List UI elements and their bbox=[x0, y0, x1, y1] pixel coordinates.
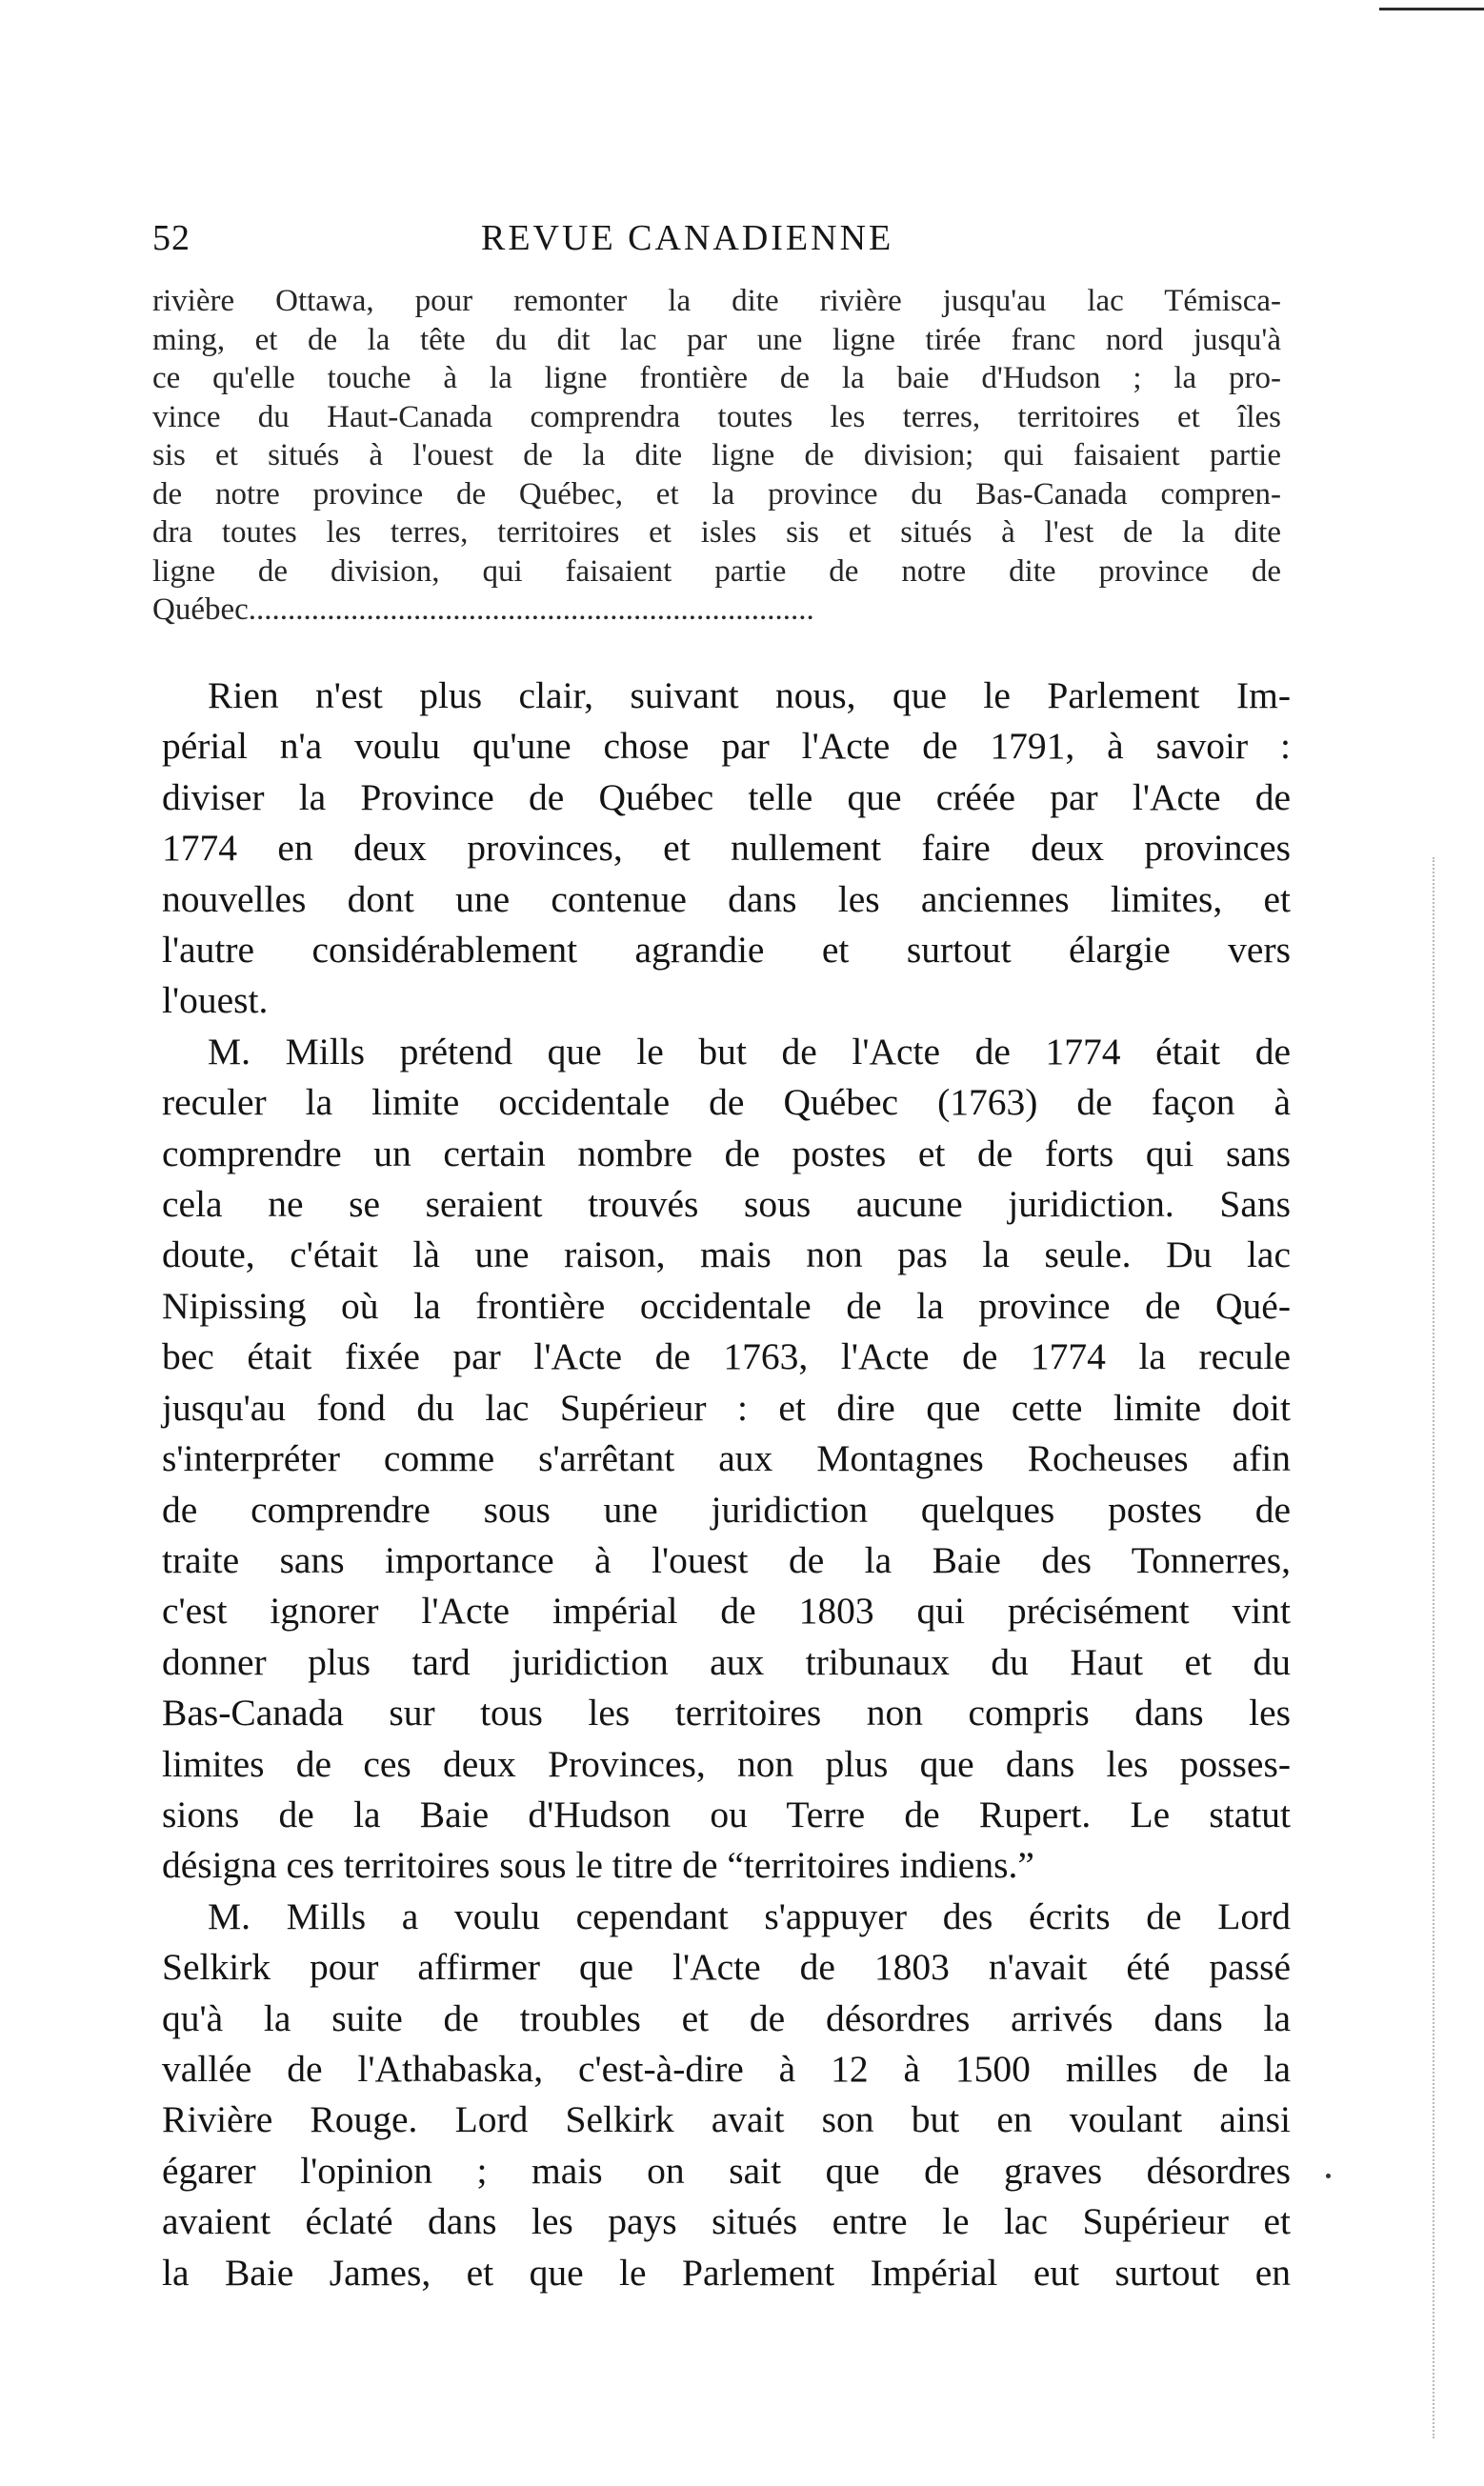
text-line: limites de ces deux Provinces, non plus que dans les posses- bbox=[162, 1742, 1291, 1785]
page-number: 52 bbox=[152, 218, 191, 258]
text-line: vallée de l'Athabaska, c'est-à-dire à 12 à 1500 milles de la bbox=[162, 2047, 1291, 2090]
text-line: bec était fixée par l'Acte de 1763, l'Acte de 1774 la recule bbox=[162, 1335, 1291, 1378]
text-line: Nipissing où la frontière occidentale de la province de Qué- bbox=[162, 1284, 1291, 1327]
text-line: désigna ces territoires sous le titre de “territoires indiens.” bbox=[162, 1844, 1034, 1887]
quote-line: ming, et de la tête du dit lac par une ligne tirée franc nord jusqu'à bbox=[152, 322, 1281, 357]
quoted-excerpt bbox=[152, 282, 1281, 630]
quote-line: rivière Ottawa, pour remonter la dite rivière jusqu'au lac Témisca- bbox=[152, 284, 1281, 318]
running-title: REVUE CANADIENNE bbox=[481, 218, 894, 258]
text-line: l'ouest. bbox=[162, 979, 269, 1022]
text-line: traite sans importance à l'ouest de la Baie des Tonnerres, bbox=[162, 1538, 1291, 1581]
text-line: c'est ignorer l'Acte impérial de 1803 qui précisément vint bbox=[162, 1590, 1291, 1633]
top-edge-rule bbox=[1379, 8, 1484, 10]
text-line: comprendre un certain nombre de postes et de forts qui sans bbox=[162, 1132, 1291, 1174]
text-line: jusqu'au fond du lac Supérieur : et dire que cette limite doit bbox=[162, 1386, 1291, 1429]
text-line: nouvelles dont une contenue dans les anciennes limites, et bbox=[162, 877, 1291, 920]
paragraph-2 bbox=[162, 1027, 1291, 1892]
text-line: Selkirk pour affirmer que l'Acte de 1803 n'avait été passé bbox=[162, 1946, 1291, 1989]
text-line: la Baie James, et que le Parlement Impérial eut surtout en bbox=[162, 2251, 1291, 2294]
quote-line: ligne de division, qui faisaient partie de notre dite province de bbox=[152, 553, 1281, 589]
quote-line: ce qu'elle touche à la ligne frontière de la baie d'Hudson ; la pro- bbox=[152, 361, 1281, 395]
text-line: 1774 en deux provinces, et nullement faire deux provinces bbox=[162, 827, 1291, 870]
text-line: périal n'a voulu qu'une chose par l'Acte de 1791, à savoir : bbox=[162, 725, 1291, 768]
text-line: avaient éclaté dans les pays situés entre le lac Supérieur et bbox=[162, 2200, 1291, 2243]
quote-line: dra toutes les terres, territoires et isles sis et situés à l'est de la dite bbox=[152, 515, 1281, 550]
quote-line: vince du Haut-Canada comprendra toutes les terres, territoires et îles bbox=[152, 399, 1281, 434]
ink-speck bbox=[1326, 2174, 1331, 2178]
text-line: doute, c'était là une raison, mais non pas la seule. Du lac bbox=[162, 1233, 1291, 1276]
text-line: l'autre considérablement agrandie et surtout élargie vers bbox=[162, 929, 1291, 972]
text-line: Rivière Rouge. Lord Selkirk avait son but en voulant ainsi bbox=[162, 2098, 1291, 2141]
text-line: reculer la limite occidentale de Québec (1763) de façon à bbox=[162, 1081, 1291, 1124]
text-line: M. Mills prétend que le but de l'Acte de 1774 était de bbox=[208, 1030, 1291, 1073]
paragraph-1 bbox=[162, 671, 1291, 1027]
text-line: de comprendre sous une juridiction quelques postes de bbox=[162, 1488, 1291, 1531]
quote-line: de notre province de Québec, et la province du Bas-Canada compren- bbox=[152, 476, 1281, 511]
text-line: Rien n'est plus clair, suivant nous, que le Parlement Im- bbox=[208, 674, 1291, 716]
text-line: s'interpréter comme s'arrêtant aux Montagnes Rocheuses afin bbox=[162, 1437, 1291, 1480]
text-line: donner plus tard juridiction aux tribunaux du Haut et du bbox=[162, 1640, 1291, 1683]
body-text bbox=[162, 671, 1291, 2298]
text-line: diviser la Province de Québec telle que créée par l'Acte de bbox=[162, 775, 1291, 818]
text-line: Bas-Canada sur tous les territoires non compris dans les bbox=[162, 1692, 1291, 1734]
text-line: cela ne se seraient trouvés sous aucune juridiction. Sans bbox=[162, 1183, 1291, 1226]
quote-line: Québec........................................................................ bbox=[152, 592, 814, 627]
text-line: qu'à la suite de troubles et de désordres arrivés dans la bbox=[162, 1996, 1291, 2039]
page-edge-shadow bbox=[1433, 857, 1436, 2438]
paragraph-3 bbox=[162, 1892, 1291, 2298]
running-head bbox=[152, 211, 1276, 269]
text-line: sions de la Baie d'Hudson ou Terre de Rupert. Le statut bbox=[162, 1793, 1291, 1835]
quote-line: sis et situés à l'ouest de la dite ligne de division; qui faisaient partie bbox=[152, 438, 1281, 472]
text-line: M. Mills a voulu cependant s'appuyer des écrits de Lord bbox=[208, 1895, 1291, 1937]
text-line: égarer l'opinion ; mais on sait que de graves désordres bbox=[162, 2149, 1291, 2192]
